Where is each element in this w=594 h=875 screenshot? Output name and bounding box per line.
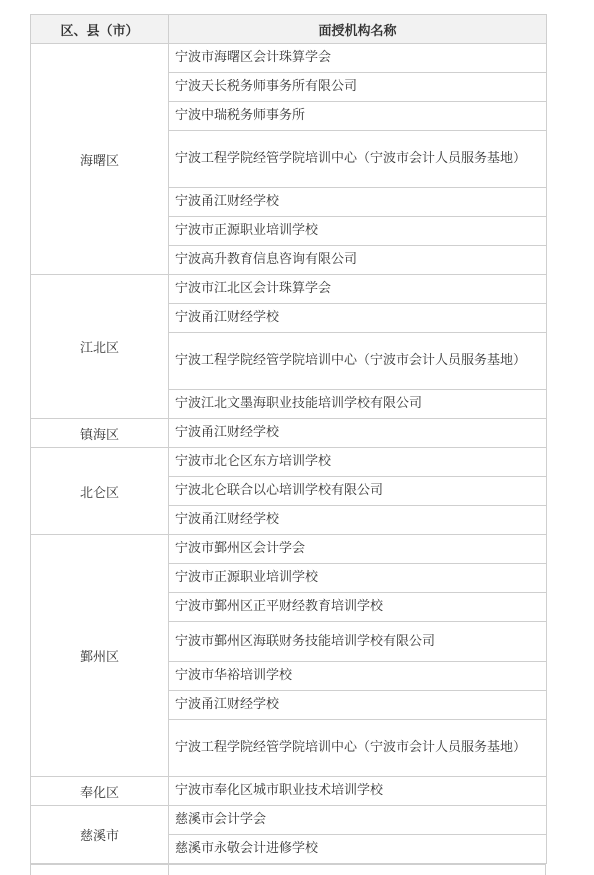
- institution-cell: 宁波市华裕培训学校: [169, 662, 547, 691]
- institution-cell: 宁波天长税务师事务所有限公司: [169, 73, 547, 102]
- institution-cell: 宁波甬江财经学校: [169, 304, 547, 333]
- institution-cell: 宁波甬江财经学校: [169, 506, 547, 535]
- district-cell: 海曙区: [31, 44, 169, 275]
- district-cell: 慈溪市: [31, 806, 169, 864]
- institution-cell: 慈溪市会计学会: [169, 806, 547, 835]
- institution-cell: 宁波市正源职业培训学校: [169, 217, 547, 246]
- table-row: [31, 806, 547, 835]
- header-institution: 面授机构名称: [169, 15, 547, 44]
- institution-cell: 慈溪市永敬会计进修学校: [169, 835, 547, 864]
- institution-cell: 宁波江北文墨海职业技能培训学校有限公司: [169, 390, 547, 419]
- institution-cell: 宁波甬江财经学校: [169, 419, 547, 448]
- institution-cell: 宁波甬江财经学校: [169, 691, 547, 720]
- institution-cell: 宁波工程学院经管学院培训中心（宁波市会计人员服务基地）: [169, 333, 547, 390]
- institution-cell: 宁波市北仑区东方培训学校: [169, 448, 547, 477]
- district-cell: 北仑区: [31, 448, 169, 535]
- institution-cell: 宁波市鄞州区海联财务技能培训学校有限公司: [169, 622, 547, 662]
- district-cell: 镇海区: [31, 419, 169, 448]
- header-district: 区、县（市）: [31, 15, 169, 44]
- institution-cell: 宁波高升教育信息咨询有限公司: [169, 246, 547, 275]
- table-row: [31, 419, 547, 448]
- institution-table: [30, 14, 547, 864]
- institution-cell: 宁波市鄞州区会计学会: [169, 535, 547, 564]
- institution-cell: 宁波工程学院经管学院培训中心（宁波市会计人员服务基地）: [169, 720, 547, 777]
- institution-cell: 宁波市海曙区会计珠算学会: [169, 44, 547, 73]
- table-row: [31, 448, 547, 477]
- institution-cell: 宁波北仑联合以心培训学校有限公司: [169, 477, 547, 506]
- table-continuation: [30, 864, 546, 875]
- district-cell: 江北区: [31, 275, 169, 419]
- institution-cell: 宁波甬江财经学校: [169, 188, 547, 217]
- table-row: [31, 535, 547, 564]
- institution-cell: 宁波工程学院经管学院培训中心（宁波市会计人员服务基地）: [169, 131, 547, 188]
- institution-cell: 宁波市奉化区城市职业技术培训学校: [169, 777, 547, 806]
- institution-cell: 宁波中瑞税务师事务所: [169, 102, 547, 131]
- district-cell: 鄞州区: [31, 535, 169, 777]
- table-row: [31, 275, 547, 304]
- institution-cell: 宁波市正源职业培训学校: [169, 564, 547, 593]
- institution-cell: 宁波市鄞州区正平财经教育培训学校: [169, 593, 547, 622]
- table-row: [31, 777, 547, 806]
- table-header-row: [31, 15, 547, 44]
- institution-cell: 宁波市江北区会计珠算学会: [169, 275, 547, 304]
- district-cell: 奉化区: [31, 777, 169, 806]
- table-row: [31, 44, 547, 73]
